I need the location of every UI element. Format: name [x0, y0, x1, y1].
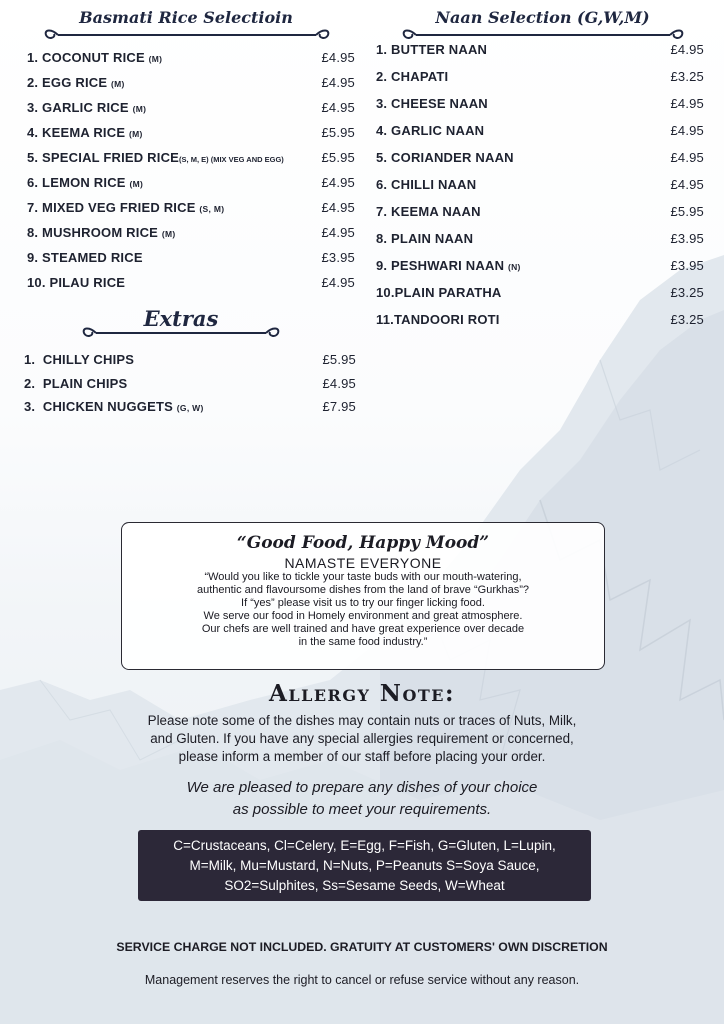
item-price: £4.95 — [322, 375, 356, 391]
rice-section — [26, 8, 356, 39]
item-price: £4.95 — [321, 275, 355, 290]
item-price: £4.95 — [670, 177, 704, 192]
item-price: £4.95 — [670, 150, 704, 165]
legend-line: SO2=Sulphites, Ss=Sesame Seeds, W=Wheat — [224, 878, 505, 893]
naan-section — [400, 8, 685, 39]
menu-item: 4. GARLIC NAAN £4.95 — [376, 123, 704, 138]
allergen-tag: (M) — [132, 104, 147, 114]
menu-item — [27, 275, 355, 300]
extras-heading: Extras — [143, 306, 219, 331]
menu-item — [24, 399, 356, 423]
allergen-tag: (S, M, E) (MIX VEG AND EGG) — [179, 155, 284, 164]
allergy-line: and Gluten. If you have any special allergies requirement or concerned, — [150, 731, 574, 746]
menu-item — [27, 175, 355, 200]
item-price: £4.95 — [321, 100, 355, 115]
menu-item: 1. BUTTER NAAN £4.95 — [376, 42, 704, 57]
menu-item: 11.TANDOORI ROTI £3.25 — [376, 312, 704, 327]
item-name: 2. PLAIN CHIPS — [24, 375, 128, 391]
menu-item — [27, 100, 355, 125]
menu-item — [27, 200, 355, 225]
allergy-line: please inform a member of our staff before placing your order. — [178, 749, 546, 764]
rice-heading: Basmati Rice Selectioin — [79, 8, 293, 27]
menu-item — [376, 258, 704, 285]
allergy-italic-line: as possible to meet your requirements. — [232, 801, 492, 818]
item-price: £5.95 — [670, 204, 704, 219]
menu-item — [24, 352, 356, 376]
service-charge-note: SERVICE CHARGE NOT INCLUDED. GRATUITY AT CUSTOMERS' OWN DISCRETION — [116, 940, 608, 954]
menu-item — [27, 250, 355, 275]
welcome-text-line: in the same food industry.” — [298, 636, 428, 648]
rice-list — [27, 50, 355, 300]
item-name: 9. PESHWARI NAAN — [376, 258, 505, 273]
item-price: £5.95 — [321, 125, 355, 140]
menu-item: 3. CHEESE NAAN £4.95 — [376, 96, 704, 111]
menu-item — [24, 376, 356, 400]
item-name: 6. LEMON RICE — [27, 175, 126, 190]
menu-item: 7. KEEMA NAAN £5.95 — [376, 204, 704, 219]
flourish-divider — [26, 29, 356, 39]
item-price: £4.95 — [670, 42, 704, 57]
item-name: 4. KEEMA RICE — [27, 125, 126, 140]
item-name: 1. CHILLY CHIPS — [24, 352, 135, 367]
item-price: £3.95 — [321, 250, 355, 265]
naan-list — [376, 42, 704, 339]
item-price: £4.95 — [321, 200, 355, 215]
item-name: 10. PILAU RICE — [27, 275, 126, 290]
legend-line: C=Crustaceans, Cl=Celery, E=Egg, F=Fish, G=Gluten, L=Lupin, — [173, 838, 556, 853]
welcome-text-line: If “yes” please visit us to try our finger licking food. — [241, 597, 485, 609]
item-name: 7. MIXED VEG FRIED RICE — [27, 200, 196, 215]
item-price: £3.25 — [670, 312, 704, 327]
item-price: £3.95 — [670, 231, 704, 246]
allergen-legend — [138, 830, 591, 901]
extras-section — [80, 306, 282, 337]
item-name: 1. COCONUT RICE — [27, 50, 145, 65]
welcome-text-line: We serve our food in Homely environment and great atmosphere. — [203, 610, 523, 622]
item-name: 8. MUSHROOM RICE — [27, 225, 159, 240]
naan-heading: Naan Selection (G,W,M) — [435, 8, 650, 27]
flourish-divider — [400, 29, 685, 39]
menu-item: 8. PLAIN NAAN £3.95 — [376, 231, 704, 246]
item-price: £3.95 — [670, 258, 704, 273]
item-name: 3. CHICKEN NUGGETS — [24, 399, 173, 414]
extras-list — [24, 352, 356, 423]
menu-item: 10.PLAIN PARATHA £3.25 — [376, 285, 704, 300]
allergen-tag: (M) — [148, 54, 163, 64]
menu-item: 2. CHAPATI £3.25 — [376, 69, 704, 84]
menu-item: 6. CHILLI NAAN £4.95 — [376, 177, 704, 192]
menu-item — [27, 125, 355, 150]
management-note: Management reserves the right to cancel or refuse service without any reason. — [144, 973, 580, 987]
item-name: 9. STEAMED RICE — [27, 250, 143, 265]
menu-item: 5. CORIANDER NAAN £4.95 — [376, 150, 704, 165]
allergen-tag: (S, M) — [199, 204, 225, 214]
item-price: £3.25 — [670, 69, 704, 84]
allergen-tag: (M) — [111, 79, 125, 89]
allergen-tag: (M) — [129, 129, 143, 139]
item-name: 2. EGG RICE — [27, 75, 108, 90]
item-price: £4.95 — [321, 50, 355, 65]
item-name: 5. SPECIAL FRIED RICE — [27, 150, 180, 165]
legend-line: M=Milk, Mu=Mustard, N=Nuts, P=Peanuts S=Soya Sauce, — [189, 858, 540, 873]
item-name: 3. GARLIC RICE — [27, 100, 129, 115]
welcome-text-line: “Would you like to tickle your taste buds with our mouth-watering, — [204, 571, 522, 583]
allergy-text — [100, 712, 624, 766]
allergy-heading: Allergy Note: — [269, 680, 455, 707]
menu-item — [27, 150, 355, 175]
allergen-tag: (M) — [129, 179, 144, 189]
allergen-tag: (M) — [161, 229, 176, 239]
allergen-tag: (G, W) — [176, 403, 204, 413]
item-price: £4.95 — [670, 123, 704, 138]
welcome-text-line: authentic and flavoursome dishes from the land of brave “Gurkhas”? — [196, 584, 529, 596]
allergen-tag: (N) — [507, 262, 521, 272]
menu-item — [27, 50, 355, 75]
greeting: NAMASTE EVERYONE — [284, 555, 442, 571]
allergy-line: Please note some of the dishes may contain nuts or traces of Nuts, Milk, — [147, 713, 577, 728]
item-price: £3.25 — [670, 285, 704, 300]
welcome-box — [121, 522, 605, 670]
slogan: “Good Food, Happy Mood” — [236, 533, 490, 553]
allergy-italic-line: We are pleased to prepare any dishes of your choice — [186, 779, 538, 796]
welcome-text-line: Our chefs are well trained and have great experience over decade — [201, 623, 525, 635]
item-price: £4.95 — [321, 175, 355, 190]
item-price: £7.95 — [322, 399, 356, 414]
menu-item — [27, 225, 355, 250]
item-price: £5.95 — [322, 352, 356, 367]
allergy-italic-text — [100, 777, 624, 821]
menu-item — [27, 75, 355, 100]
item-price: £4.95 — [670, 96, 704, 111]
item-price: £4.95 — [321, 75, 355, 90]
item-price: £5.95 — [321, 150, 355, 165]
item-price: £4.95 — [321, 225, 355, 240]
